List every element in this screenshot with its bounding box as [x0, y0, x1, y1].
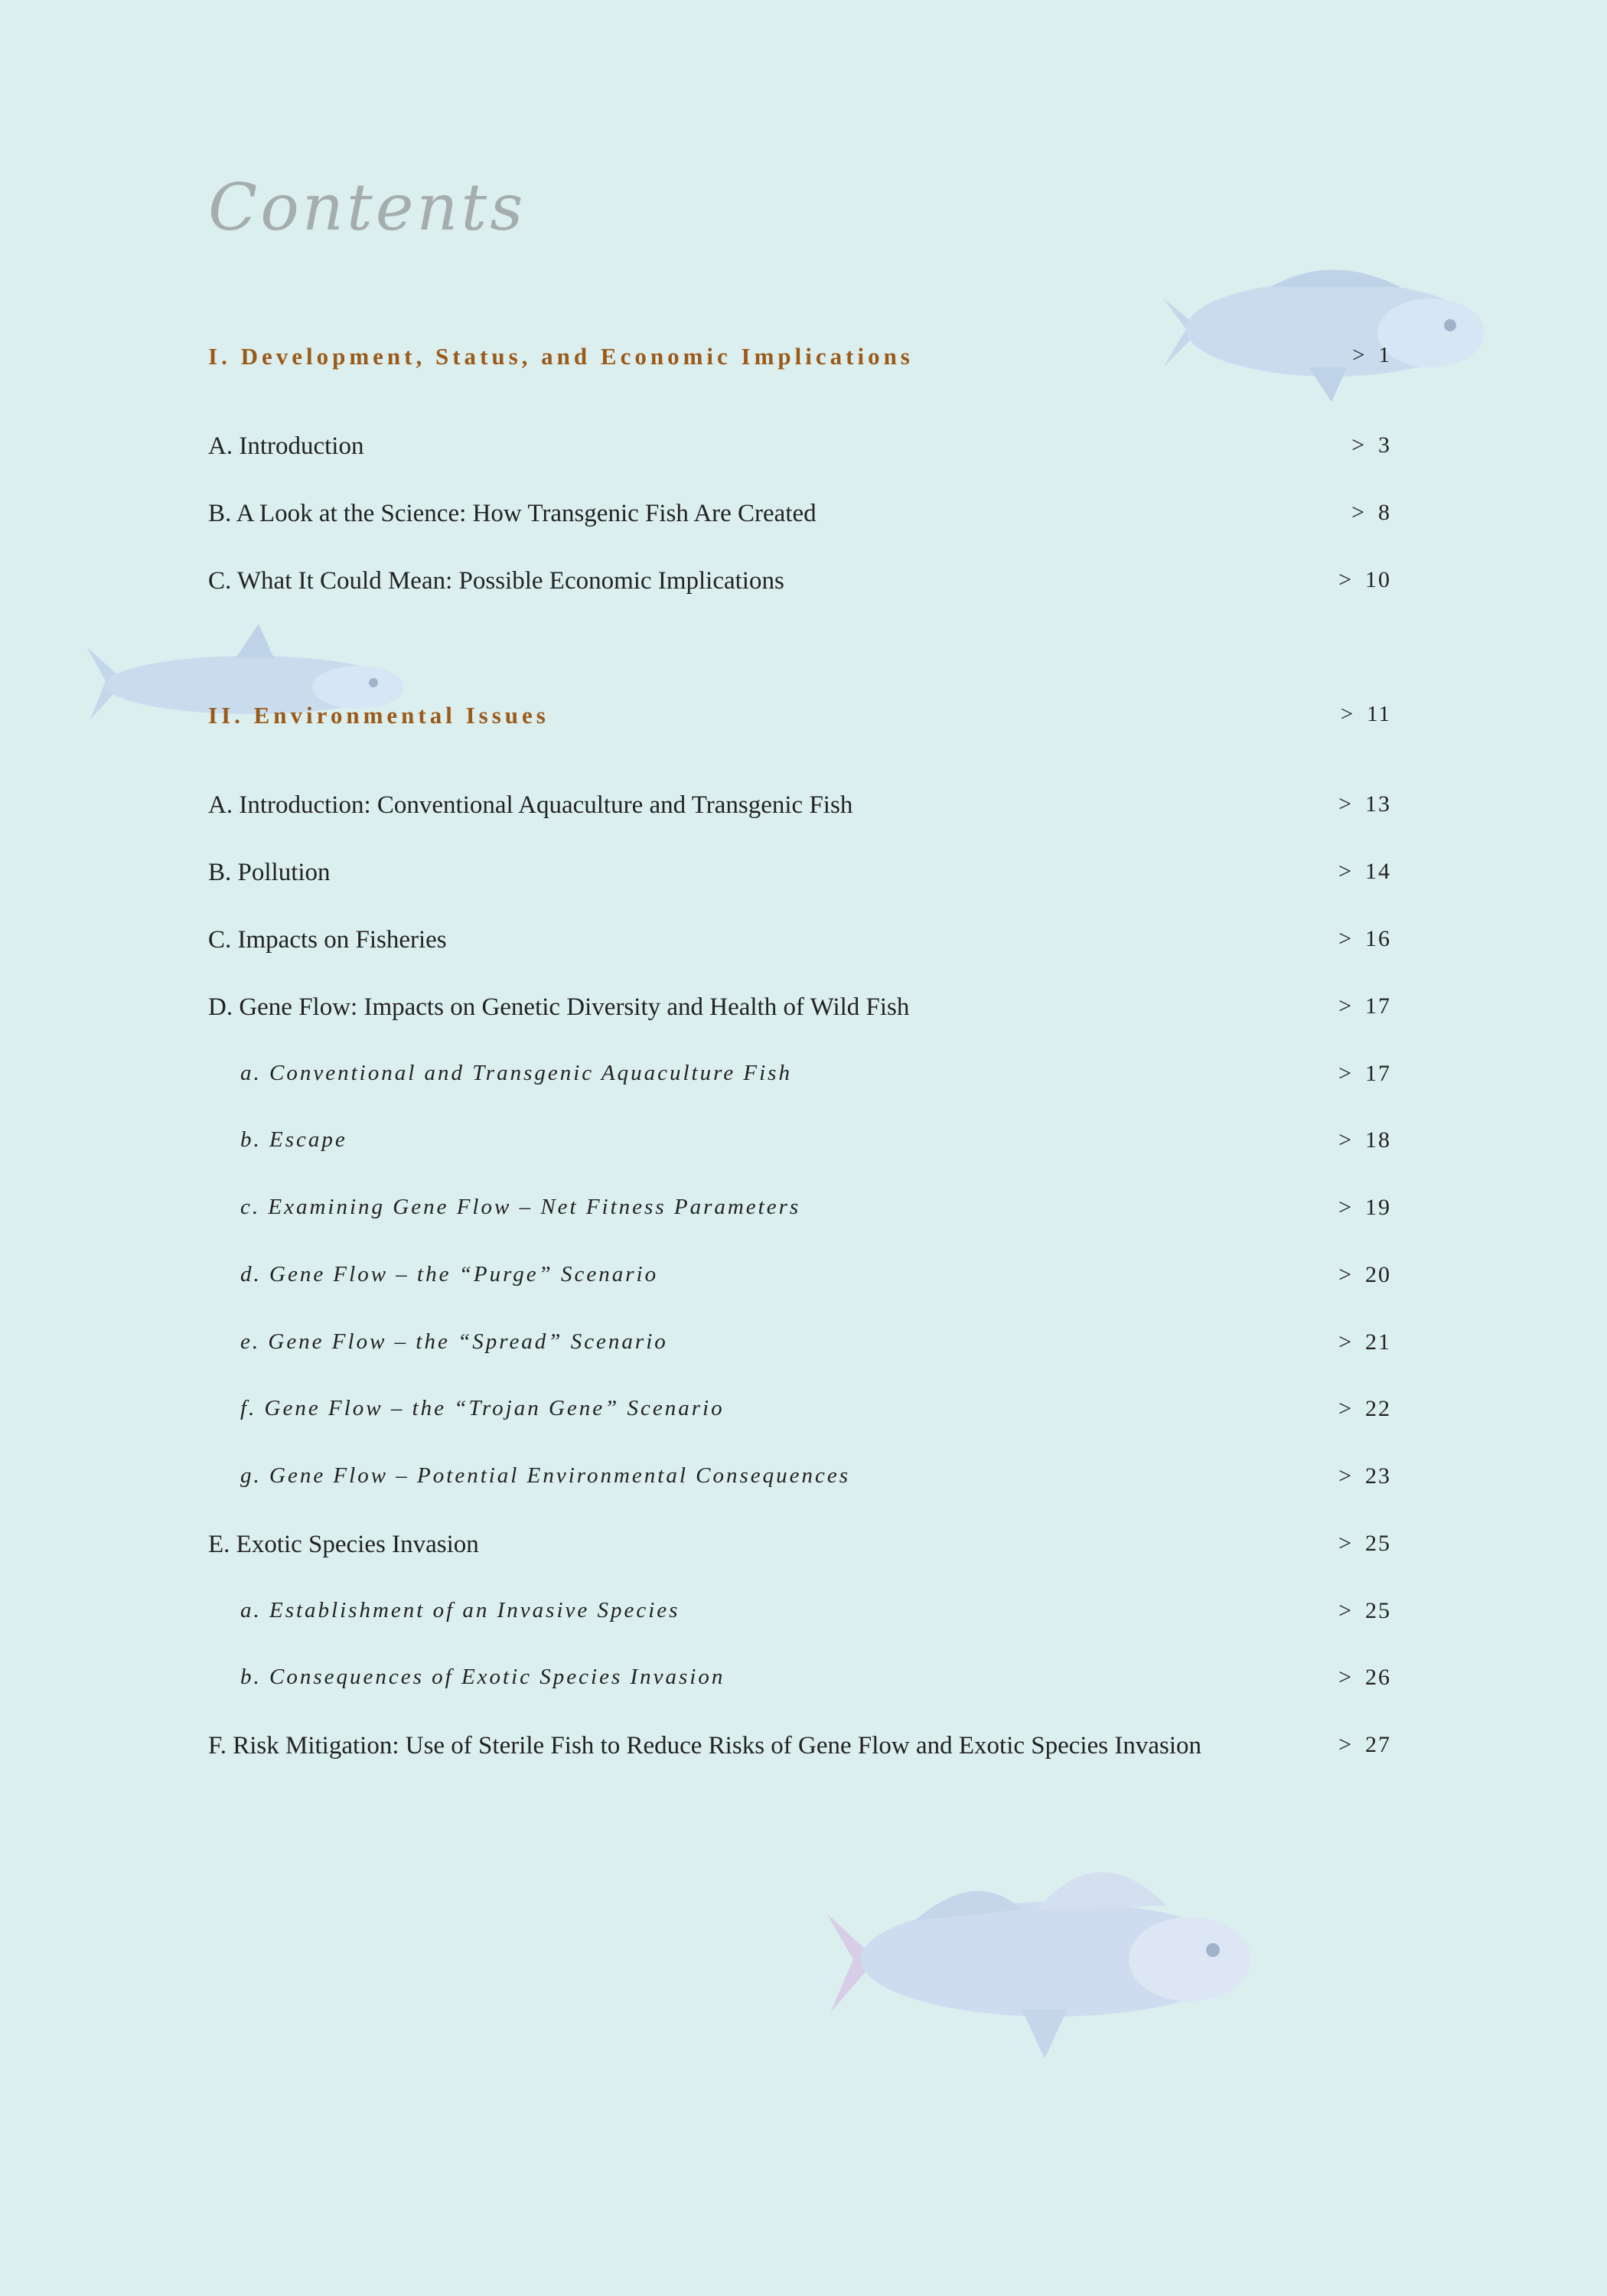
toc-entry-label: a. Conventional and Transgenic Aquaculture Fish: [240, 1061, 792, 1085]
toc-page-number: [1352, 343, 1391, 368]
toc-entry[interactable]: [208, 1531, 1391, 1577]
toc-entry-label: C. Impacts on Fisheries: [208, 926, 447, 954]
page-number-value: 21: [1365, 1329, 1391, 1355]
toc-entry[interactable]: [208, 993, 1391, 1039]
toc-entry-label: C. What It Could Mean: Possible Economic Implications: [208, 567, 784, 595]
toc-page-number: [1341, 702, 1391, 727]
page-number-value: 20: [1365, 1262, 1391, 1287]
page-arrow-icon: >: [1338, 567, 1353, 592]
toc-subentry[interactable]: [208, 1061, 1391, 1107]
page-number-value: 8: [1378, 500, 1391, 525]
toc-entry[interactable]: [208, 567, 1391, 613]
page-number-value: 18: [1365, 1127, 1391, 1153]
toc-entry[interactable]: [208, 926, 1391, 972]
toc-entry-label: B. A Look at the Science: How Transgenic Fish Are Created: [208, 500, 817, 527]
page-arrow-icon: >: [1338, 859, 1353, 884]
page-number-value: 1: [1378, 343, 1391, 367]
toc-page-number: [1338, 1061, 1391, 1087]
toc-page-number: [1338, 859, 1391, 885]
toc-entry-label: b. Escape: [240, 1127, 347, 1152]
toc-subentry[interactable]: [208, 1127, 1391, 1173]
page-number-value: 17: [1365, 993, 1391, 1019]
page-arrow-icon: >: [1338, 1396, 1353, 1421]
toc-entry-label: d. Gene Flow – the “Purge” Scenario: [240, 1262, 659, 1287]
toc-subentry[interactable]: [208, 1396, 1391, 1442]
page-arrow-icon: >: [1338, 1195, 1353, 1220]
page-arrow-icon: >: [1338, 1665, 1353, 1690]
page-arrow-icon: >: [1338, 1127, 1353, 1153]
page-number-value: 19: [1365, 1195, 1391, 1220]
toc-entry-label: B. Pollution: [208, 859, 331, 886]
toc-entry-label: A. Introduction: Conventional Aquaculture and Transgenic Fish: [208, 791, 853, 819]
toc-page-number: [1338, 1732, 1391, 1758]
toc-entry[interactable]: [208, 791, 1391, 837]
page-number-value: 13: [1365, 791, 1391, 817]
toc-entry-label: f. Gene Flow – the “Trojan Gene” Scenario: [240, 1396, 725, 1420]
page-number-value: 14: [1365, 859, 1391, 884]
toc-page-number: [1338, 1665, 1391, 1691]
toc-entry-label: c. Examining Gene Flow – Net Fitness Parameters: [240, 1195, 801, 1219]
page-arrow-icon: >: [1352, 343, 1367, 367]
toc-page-number: [1338, 1598, 1391, 1624]
page-number-value: 3: [1378, 432, 1391, 458]
page-arrow-icon: >: [1351, 500, 1366, 525]
page-arrow-icon: >: [1338, 1732, 1353, 1757]
toc-page-number: [1338, 791, 1391, 817]
toc-page-number: [1338, 926, 1391, 952]
page-number-value: 25: [1365, 1598, 1391, 1623]
toc-subentry[interactable]: [208, 1598, 1391, 1644]
page-arrow-icon: >: [1338, 926, 1353, 951]
toc-page-number: [1338, 993, 1391, 1019]
toc-page-number: [1338, 567, 1391, 593]
page-number-value: 27: [1365, 1732, 1391, 1757]
toc-subentry[interactable]: [208, 1262, 1391, 1308]
toc-page-number: [1338, 1195, 1391, 1221]
page-number-value: 26: [1365, 1665, 1391, 1690]
page-arrow-icon: >: [1338, 1598, 1353, 1623]
toc-subentry[interactable]: [208, 1329, 1391, 1375]
page-arrow-icon: >: [1338, 1531, 1353, 1556]
page-number-value: 11: [1367, 702, 1391, 726]
toc-entry-label: E. Exotic Species Invasion: [208, 1531, 479, 1558]
toc-entry[interactable]: [208, 1732, 1391, 1778]
toc-page-number: [1351, 500, 1391, 526]
toc-page-number: [1338, 1463, 1391, 1489]
toc-entry[interactable]: [208, 859, 1391, 905]
page-arrow-icon: >: [1338, 1262, 1353, 1287]
toc-entry-label: e. Gene Flow – the “Spread” Scenario: [240, 1329, 668, 1354]
toc-entry-label: A. Introduction: [208, 432, 364, 460]
page-arrow-icon: >: [1338, 993, 1353, 1019]
toc-subentry[interactable]: [208, 1665, 1391, 1711]
perch-fish-icon: [823, 1837, 1266, 2066]
toc-entry-label: F. Risk Mitigation: Use of Sterile Fish to Reduce Risks of Gene Flow and Exotic Species Invasion: [208, 1732, 1201, 1760]
toc-section-heading[interactable]: [208, 343, 1391, 389]
toc-entry-label: a. Establishment of an Invasive Species: [240, 1598, 680, 1623]
toc-subentry[interactable]: [208, 1463, 1391, 1509]
toc-entry-label: I. Development, Status, and Economic Implications: [208, 343, 914, 370]
toc-entry-label: D. Gene Flow: Impacts on Genetic Diversity and Health of Wild Fish: [208, 993, 910, 1021]
page-arrow-icon: >: [1351, 432, 1366, 458]
toc-page-number: [1338, 1127, 1391, 1153]
toc-entry-label: b. Consequences of Exotic Species Invasion: [240, 1665, 725, 1689]
page-arrow-icon: >: [1340, 702, 1355, 726]
page-number-value: 25: [1365, 1531, 1391, 1556]
page-arrow-icon: >: [1338, 1329, 1353, 1355]
toc-entry-label: II. Environmental Issues: [208, 702, 549, 729]
page-arrow-icon: >: [1338, 1061, 1353, 1086]
toc-section-heading[interactable]: [208, 702, 1391, 748]
page-arrow-icon: >: [1338, 791, 1353, 817]
toc-page-number: [1338, 1329, 1391, 1355]
page-number-value: 22: [1365, 1396, 1391, 1421]
toc-subentry[interactable]: [208, 1195, 1391, 1241]
toc-entry[interactable]: [208, 432, 1391, 478]
page-arrow-icon: >: [1338, 1463, 1353, 1489]
page-number-value: 23: [1365, 1463, 1391, 1489]
toc-entry[interactable]: [208, 500, 1391, 546]
toc-page-number: [1338, 1531, 1391, 1557]
page-number-value: 17: [1365, 1061, 1391, 1086]
page-title: Contents: [208, 170, 526, 245]
toc-page-number: [1351, 432, 1391, 458]
toc-entry-label: g. Gene Flow – Potential Environmental Consequences: [240, 1463, 851, 1488]
page-number-value: 16: [1365, 926, 1391, 951]
toc-page-number: [1338, 1396, 1391, 1422]
toc-page-number: [1338, 1262, 1391, 1288]
page-number-value: 10: [1365, 567, 1391, 592]
